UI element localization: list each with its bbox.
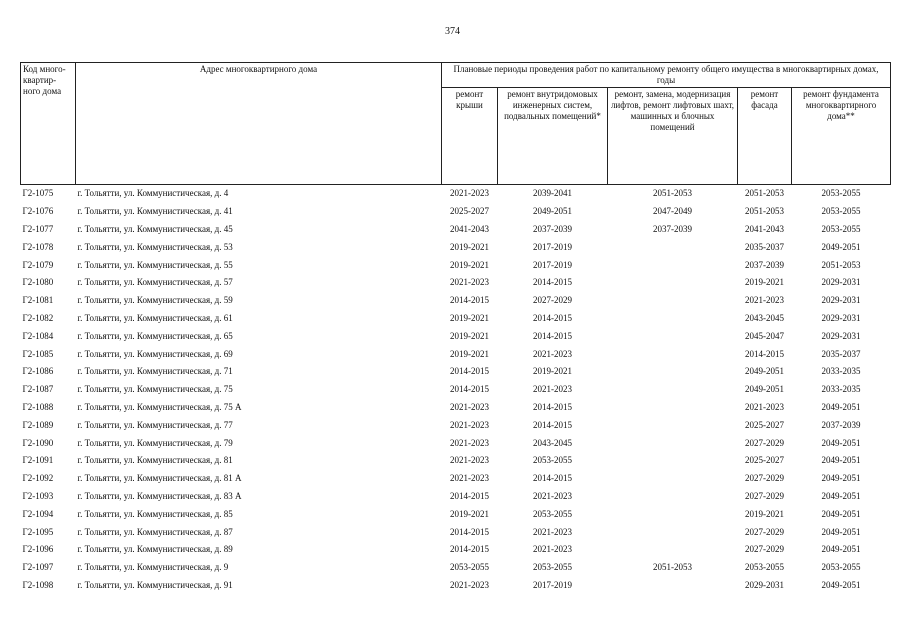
table-row (21, 577, 891, 595)
cell-foundation: 2053-2055 (821, 206, 861, 217)
cell-code: Г2-1082 (22, 312, 54, 323)
cell-engineering: 2017-2019 (533, 241, 572, 252)
cell-elevators (608, 470, 738, 488)
cell-foundation: 2035-2037 (821, 348, 861, 359)
cell-elevators (608, 345, 738, 363)
cell-engineering: 2043-2045 (533, 437, 572, 448)
cell-facade: 2027-2029 (745, 544, 784, 555)
cell-elevators (608, 523, 738, 541)
cell-address: г. Тольятти, ул. Коммунистическая, д. 9 (77, 562, 229, 573)
cell-engineering: 2014-2015 (533, 473, 572, 484)
cell-address: г. Тольятти, ул. Коммунистическая, д. 75 А (77, 401, 242, 412)
table-row (21, 559, 891, 577)
cell-foundation: 2033-2035 (821, 384, 861, 395)
cell-facade: 2019-2021 (745, 508, 784, 519)
cell-engineering: 2014-2015 (533, 312, 572, 323)
table-row (21, 399, 891, 417)
header-foundation: ремонт фундамента многоквартирного дома** (792, 88, 891, 185)
cell-facade: 2045-2047 (745, 330, 784, 341)
cell-elevators (608, 452, 738, 470)
cell-address: г. Тольятти, ул. Коммунистическая, д. 75 (77, 384, 233, 395)
cell-facade: 2027-2029 (745, 526, 784, 537)
cell-facade: 2021-2023 (745, 295, 784, 306)
cell-roof: 2053-2055 (450, 562, 489, 573)
cell-engineering: 2039-2041 (533, 188, 572, 199)
cell-roof: 2019-2021 (450, 330, 489, 341)
cell-engineering: 2017-2019 (533, 259, 572, 270)
cell-code: Г2-1086 (22, 366, 54, 377)
cell-foundation: 2029-2031 (821, 312, 861, 323)
cell-code: Г2-1090 (22, 437, 54, 448)
cell-address: г. Тольятти, ул. Коммунистическая, д. 87 (77, 526, 233, 537)
cell-foundation: 2049-2051 (821, 241, 861, 252)
cell-roof: 2021-2023 (450, 419, 489, 430)
cell-roof: 2041-2043 (450, 223, 489, 234)
cell-elevators: 2037-2039 (653, 223, 692, 234)
cell-elevators (608, 381, 738, 399)
cell-address: г. Тольятти, ул. Коммунистическая, д. 41 (77, 206, 233, 217)
cell-engineering: 2021-2023 (533, 384, 572, 395)
table-row (21, 292, 891, 310)
cell-facade: 2025-2027 (745, 419, 784, 430)
page-number: 374 (445, 26, 460, 37)
cell-foundation: 2029-2031 (821, 295, 861, 306)
cell-code: Г2-1076 (22, 206, 54, 217)
cell-facade: 2051-2053 (745, 188, 784, 199)
cell-facade: 2049-2051 (745, 384, 784, 395)
cell-foundation: 2049-2051 (821, 526, 861, 537)
cell-engineering: 2019-2021 (533, 366, 572, 377)
cell-address: г. Тольятти, ул. Коммунистическая, д. 61 (77, 312, 233, 323)
cell-foundation: 2053-2055 (821, 188, 861, 199)
cell-code: Г2-1075 (22, 188, 54, 199)
cell-roof: 2021-2023 (450, 579, 489, 590)
cell-elevators (608, 310, 738, 328)
cell-foundation: 2049-2051 (821, 473, 861, 484)
table-row (21, 363, 891, 381)
cell-roof: 2019-2021 (450, 312, 489, 323)
table-row (21, 274, 891, 292)
header-periods-group: Плановые периоды проведения работ по капитальному ремонту общего имущества в многоквартирных домах, годы (442, 63, 891, 88)
cell-foundation: 2049-2051 (821, 579, 861, 590)
cell-facade: 2035-2037 (745, 241, 784, 252)
cell-roof: 2014-2015 (450, 490, 489, 501)
header-facade: ремонт фасада (738, 88, 792, 185)
cell-code: Г2-1080 (22, 277, 54, 288)
table-row (21, 221, 891, 239)
cell-facade: 2043-2045 (745, 312, 784, 323)
table-row (21, 488, 891, 506)
cell-engineering: 2037-2039 (533, 223, 572, 234)
cell-elevators (608, 327, 738, 345)
cell-elevators (608, 399, 738, 417)
cell-address: г. Тольятти, ул. Коммунистическая, д. 59 (77, 295, 233, 306)
cell-address: г. Тольятти, ул. Коммунистическая, д. 89 (77, 544, 233, 555)
cell-facade: 2027-2029 (745, 473, 784, 484)
table-row (21, 416, 891, 434)
cell-code: Г2-1089 (22, 419, 54, 430)
cell-elevators (608, 416, 738, 434)
table-row (21, 203, 891, 221)
cell-elevators (608, 256, 738, 274)
cell-address: г. Тольятти, ул. Коммунистическая, д. 53 (77, 241, 233, 252)
cell-facade: 2041-2043 (745, 223, 784, 234)
cell-foundation: 2049-2051 (821, 437, 861, 448)
cell-code: Г2-1084 (22, 330, 54, 341)
cell-elevators (608, 541, 738, 559)
cell-code: Г2-1092 (22, 473, 54, 484)
cell-elevators: 2051-2053 (653, 562, 692, 573)
table-row (21, 185, 891, 203)
cell-foundation: 2049-2051 (821, 401, 861, 412)
cell-facade: 2037-2039 (745, 259, 784, 270)
cell-address: г. Тольятти, ул. Коммунистическая, д. 4 (77, 188, 229, 199)
cell-foundation: 2051-2053 (821, 259, 861, 270)
cell-elevators (608, 434, 738, 452)
cell-code: Г2-1078 (22, 241, 54, 252)
cell-code: Г2-1077 (22, 223, 54, 234)
cell-facade: 2029-2031 (745, 579, 784, 590)
cell-facade: 2019-2021 (745, 277, 784, 288)
cell-roof: 2019-2021 (450, 259, 489, 270)
cell-roof: 2014-2015 (450, 384, 489, 395)
cell-address: г. Тольятти, ул. Коммунистическая, д. 81 А (77, 473, 242, 484)
cell-address: г. Тольятти, ул. Коммунистическая, д. 65 (77, 330, 233, 341)
cell-engineering: 2053-2055 (533, 562, 572, 573)
cell-code: Г2-1097 (22, 562, 54, 573)
cell-facade: 2027-2029 (745, 437, 784, 448)
table-row (21, 327, 891, 345)
cell-engineering: 2014-2015 (533, 277, 572, 288)
cell-elevators (608, 577, 738, 595)
cell-foundation: 2049-2051 (821, 490, 861, 501)
cell-engineering: 2021-2023 (533, 526, 572, 537)
cell-facade: 2021-2023 (745, 401, 784, 412)
cell-elevators: 2051-2053 (653, 188, 692, 199)
cell-engineering: 2017-2019 (533, 579, 572, 590)
cell-engineering: 2053-2055 (533, 455, 572, 466)
cell-address: г. Тольятти, ул. Коммунистическая, д. 55 (77, 259, 233, 270)
cell-foundation: 2029-2031 (821, 277, 861, 288)
cell-roof: 2014-2015 (450, 526, 489, 537)
table-row (21, 523, 891, 541)
cell-code: Г2-1093 (22, 490, 54, 501)
cell-code: Г2-1081 (22, 295, 54, 306)
cell-foundation: 2033-2035 (821, 366, 861, 377)
cell-roof: 2019-2021 (450, 348, 489, 359)
cell-engineering: 2021-2023 (533, 544, 572, 555)
cell-roof: 2021-2023 (450, 437, 489, 448)
cell-code: Г2-1098 (22, 579, 54, 590)
table-row (21, 238, 891, 256)
table-row (21, 434, 891, 452)
cell-code: Г2-1091 (22, 455, 54, 466)
cell-roof: 2014-2015 (450, 366, 489, 377)
table-row (21, 256, 891, 274)
cell-address: г. Тольятти, ул. Коммунистическая, д. 91 (77, 579, 233, 590)
cell-engineering: 2014-2015 (533, 330, 572, 341)
cell-code: Г2-1094 (22, 508, 54, 519)
cell-address: г. Тольятти, ул. Коммунистическая, д. 77 (77, 419, 233, 430)
cell-address: г. Тольятти, ул. Коммунистическая, д. 81 (77, 455, 233, 466)
cell-engineering: 2049-2051 (533, 206, 572, 217)
cell-roof: 2019-2021 (450, 508, 489, 519)
cell-engineering: 2014-2015 (533, 401, 572, 412)
table-row (21, 541, 891, 559)
cell-engineering: 2027-2029 (533, 295, 572, 306)
cell-address: г. Тольятти, ул. Коммунистическая, д. 45 (77, 223, 233, 234)
cell-facade: 2014-2015 (745, 348, 784, 359)
cell-roof: 2021-2023 (450, 473, 489, 484)
table-row (21, 452, 891, 470)
cell-roof: 2019-2021 (450, 241, 489, 252)
capital-repair-table (20, 62, 891, 594)
cell-address: г. Тольятти, ул. Коммунистическая, д. 57 (77, 277, 233, 288)
cell-code: Г2-1096 (22, 544, 54, 555)
table-header (21, 63, 891, 185)
cell-roof: 2021-2023 (450, 188, 489, 199)
cell-roof: 2014-2015 (450, 544, 489, 555)
cell-engineering: 2021-2023 (533, 348, 572, 359)
cell-code: Г2-1095 (22, 526, 54, 537)
cell-elevators (608, 488, 738, 506)
table-row (21, 505, 891, 523)
table-row (21, 310, 891, 328)
cell-roof: 2014-2015 (450, 295, 489, 306)
cell-foundation: 2049-2051 (821, 455, 861, 466)
header-roof: ремонт крыши (442, 88, 498, 185)
cell-engineering: 2021-2023 (533, 490, 572, 501)
cell-address: г. Тольятти, ул. Коммунистическая, д. 69 (77, 348, 233, 359)
cell-foundation: 2053-2055 (821, 223, 861, 234)
cell-elevators (608, 238, 738, 256)
cell-elevators (608, 292, 738, 310)
header-code: Код много-квартир-ного дома (21, 63, 76, 185)
cell-facade: 2049-2051 (745, 366, 784, 377)
cell-foundation: 2049-2051 (821, 508, 861, 519)
header-address: Адрес многоквартирного дома (76, 63, 442, 185)
cell-code: Г2-1088 (22, 401, 54, 412)
table-row (21, 381, 891, 399)
cell-engineering: 2014-2015 (533, 419, 572, 430)
table-body (21, 185, 891, 595)
header-elevators: ремонт, замена, модернизация лифтов, ремонт лифтовых шахт, машинных и блочных помещений (608, 88, 738, 185)
header-row-top (21, 63, 891, 88)
cell-roof: 2021-2023 (450, 277, 489, 288)
cell-foundation: 2029-2031 (821, 330, 861, 341)
cell-code: Г2-1085 (22, 348, 54, 359)
cell-roof: 2021-2023 (450, 455, 489, 466)
cell-elevators (608, 274, 738, 292)
cell-roof: 2021-2023 (450, 401, 489, 412)
cell-facade: 2025-2027 (745, 455, 784, 466)
cell-elevators (608, 363, 738, 381)
table-row (21, 470, 891, 488)
cell-address: г. Тольятти, ул. Коммунистическая, д. 85 (77, 508, 233, 519)
cell-address: г. Тольятти, ул. Коммунистическая, д. 83 А (77, 490, 242, 501)
header-engineering: ремонт внутридомовых инженерных систем, подвальных помещений* (498, 88, 608, 185)
cell-engineering: 2053-2055 (533, 508, 572, 519)
cell-elevators (608, 505, 738, 523)
cell-facade: 2051-2053 (745, 206, 784, 217)
table-row (21, 345, 891, 363)
cell-foundation: 2053-2055 (821, 562, 861, 573)
cell-elevators: 2047-2049 (653, 206, 692, 217)
cell-address: г. Тольятти, ул. Коммунистическая, д. 71 (77, 366, 233, 377)
cell-facade: 2053-2055 (745, 562, 784, 573)
cell-facade: 2027-2029 (745, 490, 784, 501)
cell-foundation: 2037-2039 (821, 419, 861, 430)
cell-code: Г2-1079 (22, 259, 54, 270)
cell-code: Г2-1087 (22, 384, 54, 395)
cell-foundation: 2049-2051 (821, 544, 861, 555)
cell-roof: 2025-2027 (450, 206, 489, 217)
cell-address: г. Тольятти, ул. Коммунистическая, д. 79 (77, 437, 233, 448)
